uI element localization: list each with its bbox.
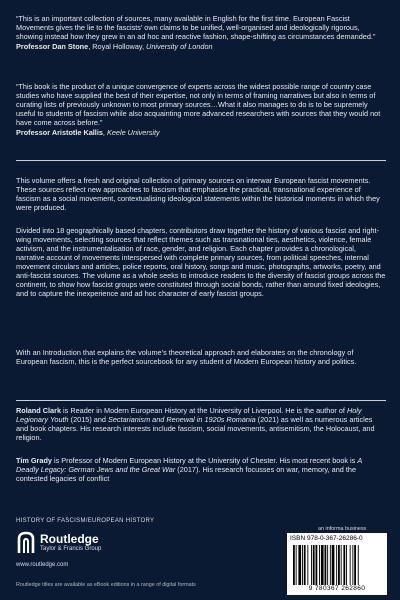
endorser-name: Professor Dan Stone <box>16 42 89 51</box>
barcode-bar <box>304 545 306 585</box>
barcode-bar <box>346 545 347 585</box>
barcode-bar <box>350 545 351 585</box>
bio-text: is Reader in Modern European History at the University of Liverpool. He is the author of <box>61 406 347 415</box>
barcode-bar <box>343 545 345 585</box>
barcode-bar <box>319 545 320 585</box>
author-bio <box>16 456 386 483</box>
bio-text: (2017). His research focusses on war, memory, and the contested legacies of conflict <box>16 465 357 483</box>
book-title: A Deadly Legacy: German Jews and the Great War <box>16 456 362 474</box>
informa-tagline: an informa business <box>318 526 367 532</box>
barcode-bar <box>354 545 356 585</box>
barcode-bar <box>352 545 353 585</box>
description-paragraph <box>16 348 386 366</box>
divider <box>16 400 386 401</box>
barcode-digits: 9 780367 262860 <box>308 585 366 592</box>
subject-category: HISTORY OF FASCISM/EUROPEAN HISTORY <box>16 518 155 524</box>
barcode-bar <box>307 545 308 585</box>
barcode-bar <box>293 545 295 585</box>
bio-text: (2015) and <box>68 415 108 424</box>
description-paragraph <box>16 226 386 298</box>
bio-text: is Professor of Modern European History at the University of Chester. His most recent book is <box>51 456 358 465</box>
endorsement-quote: “This is an important collection of sources, many available in English for the first time. European Fascist Movements gives the lie to the fascists’ own claims to be unified, well-organised and ideologically rigorous, showing instead how they grew in an ad hoc and reactive fashion, shape-shifting as circumstances demanded.” <box>16 14 376 41</box>
description-text: Divided into 18 geographically based chapters, contributors draw together the history of various fascist and right-wing movements, selecting sources that reflect themes such as transnational ties, aesthetics, violence, female activism, and the instrumentalisation of race, gender, and religion. Each chapter provides a chronological, narrative account of movements interspersed with complete primary sources, from political speeches, internal movement circulars and articles, police reports, oral history, songs and music, photographs, artworks, poetry, and anti-fascist sources. The volume as a whole seeks to introduce readers to the diversity of fascist groups across the continent, to show how fascist groups were constituted through social bonds, rather than around fixed ideologies, and to capture the inexperience and ad hoc character of early fascist groups. <box>16 226 386 298</box>
barcode-bar <box>316 545 318 585</box>
description-text: With an Introduction that explains the volume’s theoretical approach and elaborates on the chronology of European fascism, this is the perfect sourcebook for any student of Modern European history and politics. <box>16 348 357 366</box>
endorser-institution: Keele University <box>106 128 160 137</box>
barcode-bar <box>313 545 315 585</box>
endorsement-2 <box>16 82 386 137</box>
barcode-bar <box>338 545 340 585</box>
barcode-bar <box>332 545 335 585</box>
barcode-bar <box>298 545 301 585</box>
book-title: Holy Legionary Youth <box>16 406 362 424</box>
endorser-affiliation: , Royal Holloway, <box>88 42 147 51</box>
barcode-bar <box>302 545 303 585</box>
barcode-bar <box>296 545 297 585</box>
publisher-logo <box>16 531 126 559</box>
barcode-bar <box>325 545 327 585</box>
endorser <box>16 42 386 51</box>
barcode-bar <box>330 545 331 585</box>
book-title: Sectarianism and Renewal in 1920s Romania <box>107 415 256 424</box>
description-text: This volume offers a fresh and original collection of primary sources on interwar European fascist movements. These sources reflect new approaches to fascism that emphasise the practical, transnational experience of fascism as a social movement, contextualising ideological statements within the historical moments in which they were produced. <box>16 176 380 212</box>
publisher-website[interactable]: www.routledge.com <box>16 562 69 568</box>
endorser-name: Professor Aristotle Kallis <box>16 128 103 137</box>
endorser-institution: University of London <box>146 42 213 51</box>
publisher-name: Routledge <box>40 532 99 546</box>
description-paragraph <box>16 176 386 212</box>
isbn: ISBN 978-0-367-26286-0 <box>290 535 363 542</box>
barcode-bar <box>341 545 342 585</box>
barcode-bar <box>327 545 328 585</box>
barcode-panel <box>287 533 387 595</box>
publisher-group: Taylor & Francis Group <box>40 546 102 552</box>
endorsement-1 <box>16 14 386 51</box>
divider <box>16 160 386 161</box>
barcode-bar <box>336 545 337 585</box>
barcode-bar <box>311 545 312 585</box>
ebook-note: Routledge titles are available as eBook editions in a range of digital formats <box>16 582 196 588</box>
barcode-image <box>291 545 383 585</box>
bio-text: (2021) as well as numerous articles and book chapters. His research interests include fascism, social movements, antisemitism, the Holocaust, and religion. <box>16 415 375 442</box>
author-bio <box>16 406 386 442</box>
barcode-bar <box>321 545 324 585</box>
endorser <box>16 128 386 137</box>
endorsement-quote: “This book is the product of a unique convergence of experts across the widest possible range of country case studies who have supplied the best of their expertise, not only in terms of framing narratives but also in terms of curating lists of previously unknown to most primary sources…What it also manages to do is to be supremely useful to students of fascism while also acquainting more advanced researchers with sources that they would not have come across before.” <box>16 82 381 127</box>
author-name: Tim Grady <box>16 456 52 465</box>
endorser-affiliation: , <box>102 128 107 137</box>
barcode-bar <box>358 545 359 585</box>
routledge-logo-icon <box>16 531 36 555</box>
author-name: Roland Clark <box>16 406 62 415</box>
